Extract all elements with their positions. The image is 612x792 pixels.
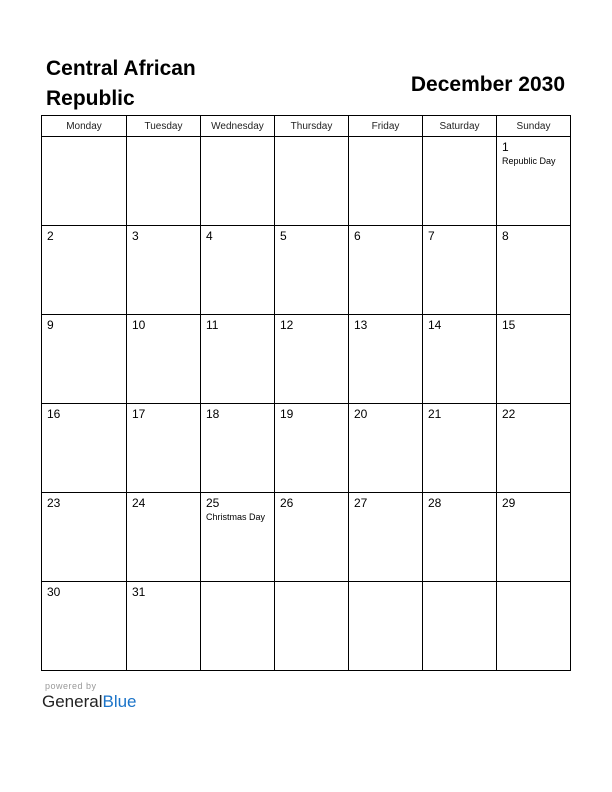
day-number: 9 xyxy=(47,318,54,332)
day-cell xyxy=(275,315,349,404)
day-number: 5 xyxy=(280,229,287,243)
day-number: 25 xyxy=(206,496,220,510)
day-cell xyxy=(497,226,571,315)
day-number: 22 xyxy=(502,407,516,421)
day-number xyxy=(423,137,496,140)
weekday-header: Friday xyxy=(349,116,423,137)
weekday-header: Wednesday xyxy=(201,116,275,137)
day-cell xyxy=(423,315,497,404)
day-number: 18 xyxy=(206,407,220,421)
calendar-grid xyxy=(41,115,571,671)
day-cell xyxy=(201,315,275,404)
day-cell xyxy=(497,404,571,493)
day-cell xyxy=(349,137,423,226)
day-cell xyxy=(423,137,497,226)
day-cell xyxy=(349,582,423,671)
week-row xyxy=(42,582,571,671)
day-number: 19 xyxy=(280,407,294,421)
brand-part1: General xyxy=(42,692,103,711)
day-cell xyxy=(42,226,127,315)
day-number: 17 xyxy=(132,407,146,421)
day-number: 2 xyxy=(47,229,54,243)
day-cell xyxy=(127,493,201,582)
day-number xyxy=(42,137,126,140)
country-title: Central African Republic xyxy=(46,57,196,110)
day-cell xyxy=(275,137,349,226)
day-number xyxy=(275,137,348,140)
day-cell xyxy=(497,582,571,671)
day-cell xyxy=(201,404,275,493)
day-cell xyxy=(42,137,127,226)
weekday-header: Tuesday xyxy=(127,116,201,137)
day-number: 28 xyxy=(428,496,442,510)
day-cell xyxy=(42,493,127,582)
day-number: 4 xyxy=(206,229,213,243)
day-cell xyxy=(349,404,423,493)
day-number: 1 xyxy=(502,140,509,154)
day-number xyxy=(201,137,274,140)
footer xyxy=(42,681,137,712)
day-number xyxy=(201,582,274,585)
day-number: 21 xyxy=(428,407,442,421)
week-row xyxy=(42,493,571,582)
day-cell xyxy=(127,582,201,671)
day-number: 8 xyxy=(502,229,509,243)
powered-by-text: powered by xyxy=(45,681,97,691)
day-cell xyxy=(201,226,275,315)
day-number: 26 xyxy=(280,496,294,510)
day-number xyxy=(275,582,348,585)
month-year-title: December 2030 xyxy=(410,73,565,96)
day-cell xyxy=(349,226,423,315)
day-cell xyxy=(127,404,201,493)
day-number: 7 xyxy=(428,229,435,243)
weekday-header-row xyxy=(42,116,571,137)
day-number xyxy=(127,137,200,140)
day-number: 14 xyxy=(428,318,442,332)
day-cell xyxy=(201,137,275,226)
day-cell xyxy=(127,315,201,404)
day-number: 13 xyxy=(354,318,368,332)
day-number: 29 xyxy=(502,496,516,510)
weekday-header: Monday xyxy=(42,116,127,137)
week-row xyxy=(42,137,571,226)
day-cell xyxy=(349,493,423,582)
day-cell xyxy=(201,582,275,671)
day-number: 20 xyxy=(354,407,368,421)
day-cell xyxy=(423,493,497,582)
day-cell xyxy=(275,582,349,671)
day-number: 27 xyxy=(354,496,368,510)
day-number: 12 xyxy=(280,318,294,332)
week-row xyxy=(42,226,571,315)
day-cell xyxy=(275,493,349,582)
week-row xyxy=(42,315,571,404)
day-number: 23 xyxy=(47,496,61,510)
generalblue-logo[interactable] xyxy=(42,692,137,712)
day-number xyxy=(349,137,422,140)
day-cell xyxy=(42,315,127,404)
day-cell xyxy=(42,404,127,493)
day-cell xyxy=(42,582,127,671)
day-cell xyxy=(497,315,571,404)
weekday-header: Thursday xyxy=(275,116,349,137)
day-number: 30 xyxy=(47,585,61,599)
day-cell xyxy=(349,315,423,404)
day-cell xyxy=(275,226,349,315)
day-number: 16 xyxy=(47,407,61,421)
day-cell xyxy=(423,404,497,493)
day-cell xyxy=(423,582,497,671)
day-cell xyxy=(497,137,571,226)
brand-part2: Blue xyxy=(102,692,137,711)
day-number xyxy=(423,582,496,585)
day-number: 6 xyxy=(354,229,361,243)
day-cell xyxy=(127,137,201,226)
day-cell xyxy=(201,493,275,582)
weekday-header: Saturday xyxy=(423,116,497,137)
day-cell xyxy=(497,493,571,582)
day-cell xyxy=(127,226,201,315)
weekday-header: Sunday xyxy=(497,116,571,137)
day-cell xyxy=(275,404,349,493)
day-number xyxy=(349,582,422,585)
day-number: 10 xyxy=(132,318,146,332)
day-number: 24 xyxy=(132,496,146,510)
day-number: 3 xyxy=(132,229,139,243)
day-number: 31 xyxy=(132,585,146,599)
day-number: 11 xyxy=(206,318,219,332)
holiday-label: Christmas Day xyxy=(206,512,266,522)
week-row xyxy=(42,404,571,493)
day-number xyxy=(497,582,570,585)
holiday-label: Republic Day xyxy=(502,156,556,166)
day-cell xyxy=(423,226,497,315)
day-number: 15 xyxy=(502,318,516,332)
